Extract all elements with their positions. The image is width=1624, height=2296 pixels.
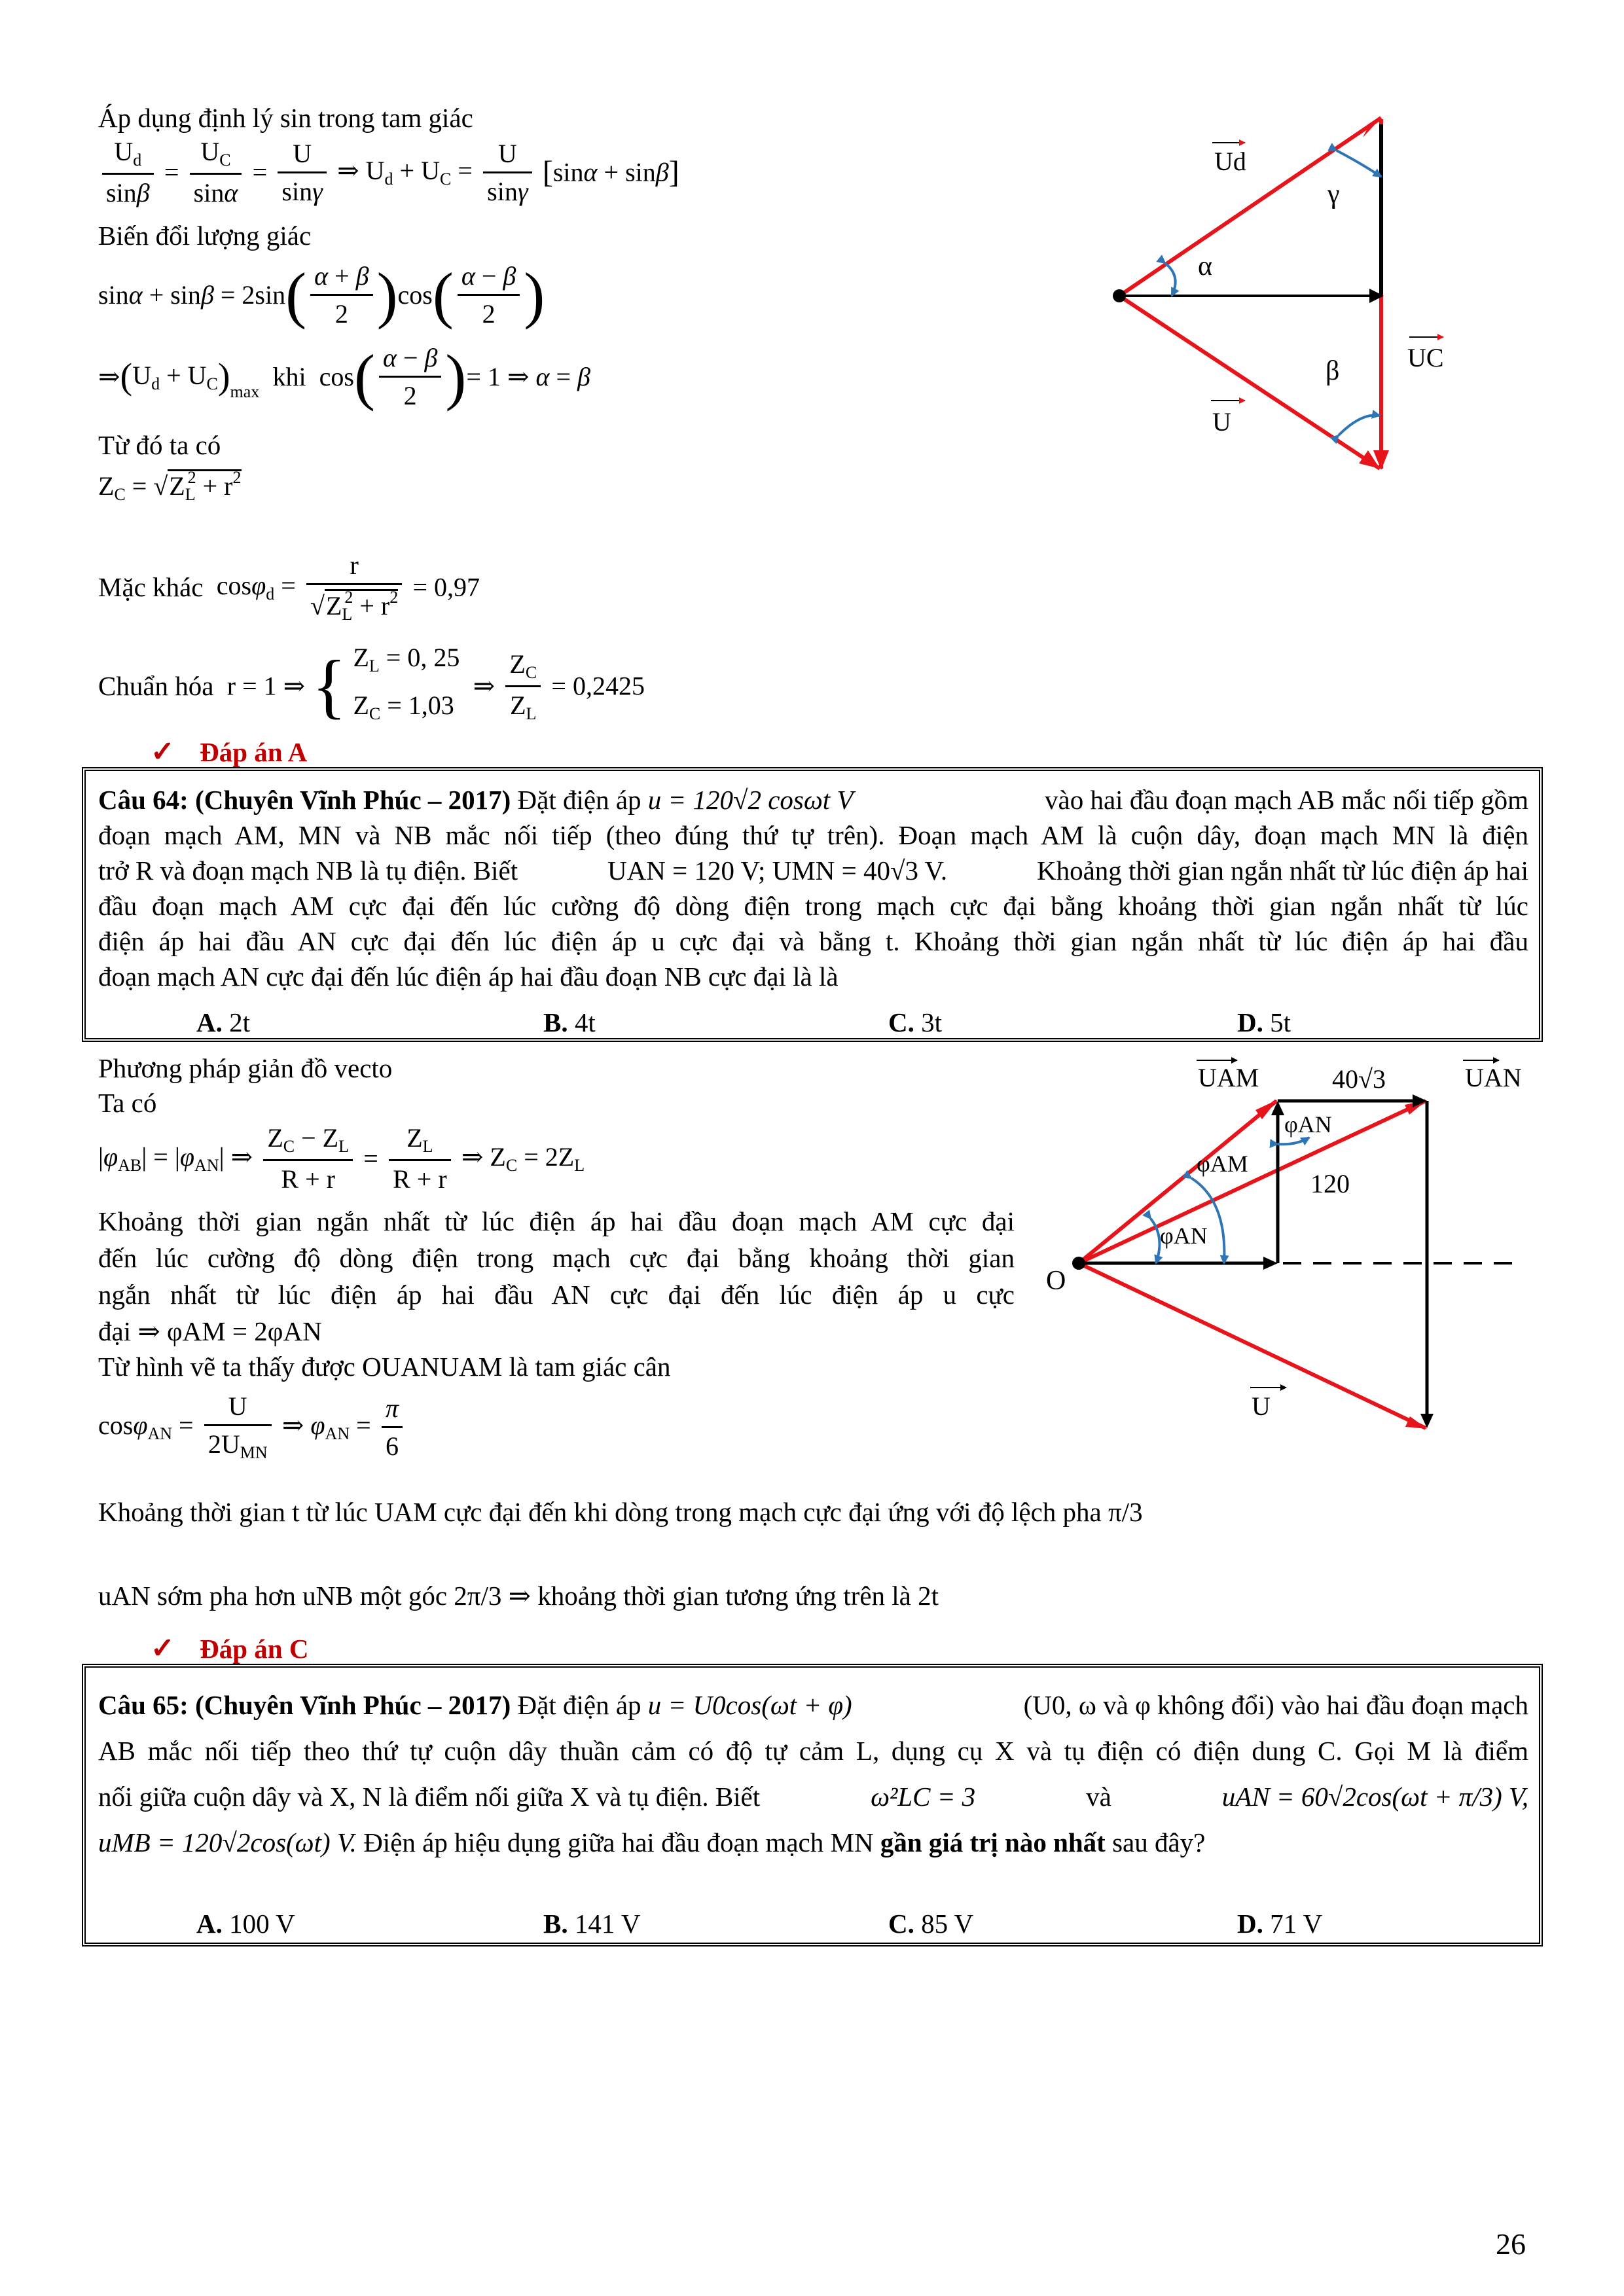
label-beta: β (1326, 356, 1340, 386)
q65-option-d[interactable]: D. 71 V (1237, 1909, 1323, 1939)
question-65-text (98, 1682, 1528, 1865)
q64-option-a[interactable]: A. 2t (196, 1007, 251, 1037)
q65-line3a: nối giữa cuộn dây và X, N là điểm nối giữa X và tụ điện. Biết (98, 1782, 761, 1812)
label-u: U (1252, 1391, 1271, 1421)
origin-point (1113, 289, 1126, 302)
method-text: Phương pháp giản đồ vecto (98, 1053, 393, 1083)
q65-line4a: Điện áp hiệu dụng giữa hai đầu đoạn mạch MN (363, 1827, 874, 1857)
zc-equation: $Z_C = √Z_L^2 + r^2$ (98, 468, 242, 504)
lead-text: uAN sớm pha hơn uNB một góc 2π/3 ⇒ khoảng thời gian tương ứng trên là 2t (98, 1581, 939, 1611)
q65-line1a: Đặt điện áp (517, 1690, 641, 1720)
q64-line1-rest: vào hai đầu đoạn mạch AB mắc nối tiếp gồm (1045, 785, 1528, 815)
answer-a: Đáp án A (200, 737, 308, 767)
q64-line5: điện áp hai đầu AN cực đại đến lúc điện áp u cực đại và bằng t. Khoảng thời gian ngắn nhất từ lúc điện áp hai đầu (98, 926, 1528, 956)
q65-line2: AB mắc nối tiếp theo thứ tự cuộn dây thuần cảm có độ tự cảm L, dụng cụ X và tụ điện có điện dung C. Gọi M là điểm (98, 1736, 1528, 1766)
label-phi-an-lower: φAN (1160, 1223, 1208, 1249)
q65-option-b[interactable]: B. 141 V (543, 1909, 641, 1939)
vector-uan (1079, 1101, 1426, 1263)
page-number: 26 (1496, 2227, 1526, 2261)
other-hand-text: Mặc khác (98, 572, 204, 602)
answer-c: Đáp án C (200, 1634, 309, 1664)
label-phi-an-upper: φAN (1284, 1111, 1332, 1138)
from-that-text: Từ đó ta có (98, 430, 221, 460)
apply-sine-rule-text: Áp dụng định lý sin trong tam giác (98, 103, 473, 133)
normalize-label: Chuẩn hóa (98, 671, 214, 701)
q64-line3-vals: UAN = 120 V; UMN = 40√3 V. (607, 855, 948, 886)
check-icon: ✓ (151, 1632, 175, 1664)
label-o: O (1046, 1266, 1066, 1296)
origin-point (1072, 1257, 1085, 1270)
q64-option-d[interactable]: D. 5t (1237, 1007, 1291, 1037)
label-gamma: γ (1327, 179, 1340, 209)
question-64-options (196, 1007, 1506, 1039)
isosceles-text: Từ hình vẽ ta thấy được OUANUAM là tam giác cân (98, 1352, 671, 1382)
cos-phi-an-equation: cosφ$_{AN}$ = $\frac{U}{2U_{MN}}$ ⇒ $\varphi_{AN}$ = $\frac{\pi}{6}$ (98, 1391, 406, 1463)
q65-title: Câu 65: (Chuyên Vĩnh Phúc – 2017) (98, 1690, 511, 1720)
label-40-root3: 40√3 (1332, 1064, 1386, 1094)
q64-option-c[interactable]: C. 3t (888, 1007, 943, 1037)
q64-option-b[interactable]: B. 4t (543, 1007, 596, 1037)
q64-u-expr: u = 120√2 cosωt V (647, 785, 854, 815)
q65-option-a[interactable]: A. 100 V (196, 1909, 295, 1939)
vector-ud (1119, 118, 1381, 296)
q64-line6: đoạn mạch AN cực đại đến lúc điện áp hai đầu đoạn NB cực đại là là (98, 961, 839, 992)
q64-line2: đoạn mạch AM, MN và NB mắc nối tiếp (theo đúng thứ tự trên). Đoạn mạch AM là cuộn dây, đoạn mạch MN là điện (98, 820, 1528, 850)
interval-text: Khoảng thời gian t từ lúc UAM cực đại đến khi dòng trong mạch cực đại ứng với độ lệch pha π/3 (98, 1497, 1143, 1527)
q64-title: Câu 64: (Chuyên Vĩnh Phúc – 2017) (98, 785, 511, 815)
q65-u-expr: u = U0cos(ωt + φ) (647, 1690, 852, 1720)
q65-line3-eq1: ω²LC = 3 (871, 1782, 976, 1812)
transform-label: Biến đổi lượng giác (98, 221, 312, 251)
q64-line3b: Khoảng thời gian ngắn nhất từ lúc điện áp hai (1037, 855, 1528, 886)
label-u: U (1212, 407, 1231, 437)
label-alpha: α (1198, 251, 1213, 281)
vector-diagram-1 (1100, 105, 1479, 484)
q65-option-c[interactable]: C. 85 V (888, 1909, 974, 1939)
label-phi-am: φAM (1197, 1151, 1248, 1177)
q65-line4-bold: gần giá trị nào nhất (880, 1827, 1106, 1857)
label-uam: UAM (1198, 1063, 1259, 1092)
phi-an-arc-upper (1278, 1138, 1309, 1144)
para-line3: ngắn nhất từ lúc điện áp hai đầu AN cực đại đến lúc điện áp u cực (98, 1280, 1015, 1310)
we-have-text: Ta có (98, 1088, 157, 1118)
q65-line4-eq: uMB = 120√2cos(ωt) V. (98, 1827, 357, 1857)
vector-u (1119, 296, 1380, 469)
q65-line1b: (U0, ω và φ không đổi) vào hai đầu đoạn mạch (1023, 1690, 1528, 1720)
vector-diagram-2 (1041, 1047, 1525, 1440)
label-ud: Ud (1214, 147, 1246, 176)
question-64-text (98, 782, 1528, 994)
cos-phi-d-equation: Mặc khác cosφ$_d$ = $\frac{r}{√Z_L^2 + r^2}$ = 0,97 (98, 550, 480, 624)
q65-line3-and: và (1086, 1782, 1111, 1812)
check-icon: ✓ (151, 736, 175, 768)
answer-a-line (151, 738, 307, 766)
para-line1: Khoảng thời gian ngắn nhất từ lúc điện áp hai đầu đoạn mạch AM cực đại (98, 1206, 1015, 1236)
max-condition-equation: $\Rightarrow(U_d + U_C)_{max}$ khi cos( $\frac{\alpha - \beta}{2}$ )= 1 ⇒ α = β (98, 342, 590, 412)
question-65-options (196, 1908, 1506, 1941)
para-line2: đến lúc cường độ dòng điện trong mạch cực đại bằng khoảng thời gian (98, 1243, 1015, 1273)
label-120: 120 (1310, 1169, 1350, 1198)
beta-arc (1339, 415, 1380, 435)
gamma-arc (1337, 151, 1381, 177)
q65-line4b: sau đây? (1112, 1827, 1206, 1857)
phase-equation: $|\varphi_{AB}| = |\varphi_{AN}|$ ⇒ $\frac{Z_C - Z_L}{R + r}$ = $\frac{Z_L}{R + r}$ ⇒ $Z_C = 2Z_L$ (98, 1123, 585, 1194)
sum-to-product-equation: sinα + sinβ = 2sin( $\frac{\alpha + \beta}{2}$ )cos( $\frac{\alpha - \beta}{2}$ ) (98, 260, 545, 330)
normalize-equation: Chuẩn hóa r = 1 ⇒ { $Z_L = 0$, 25 $Z_C = 1,03$ ⇒ $\frac{Z_C}{Z_L}$ = 0,2425 (98, 643, 645, 726)
label-uc: UC (1407, 343, 1444, 372)
q64-line3a: trở R và đoạn mạch NB là tụ điện. Biết (98, 855, 518, 886)
q64-intro: Đặt điện áp (517, 785, 641, 815)
para-line4: đại ⇒ φAM = 2φAN (98, 1316, 322, 1346)
answer-c-line (151, 1634, 308, 1663)
label-uan: UAN (1465, 1063, 1522, 1092)
q64-line4: đầu đoạn mạch AM cực đại đến lúc cường độ dòng điện trong mạch cực đại bằng khoảng thời gian ngắn nhất từ lúc (98, 891, 1528, 921)
q65-line3-eq2: uAN = 60√2cos(ωt + π/3) V, (1221, 1782, 1528, 1812)
alpha-arc (1165, 263, 1176, 296)
phi-am-arc (1191, 1178, 1224, 1263)
sine-rule-equation: $\frac{U_d}{\sin\beta}$ = $\frac{U_C}{\sin\alpha}$ = $\frac{U}{\sin\gamma}$ ⇒ $U_d + U_C$ = $\frac{U}{\sin\gamma}$ [sinα + sinβ] (98, 136, 679, 208)
section2-paragraph (98, 1203, 1015, 1350)
